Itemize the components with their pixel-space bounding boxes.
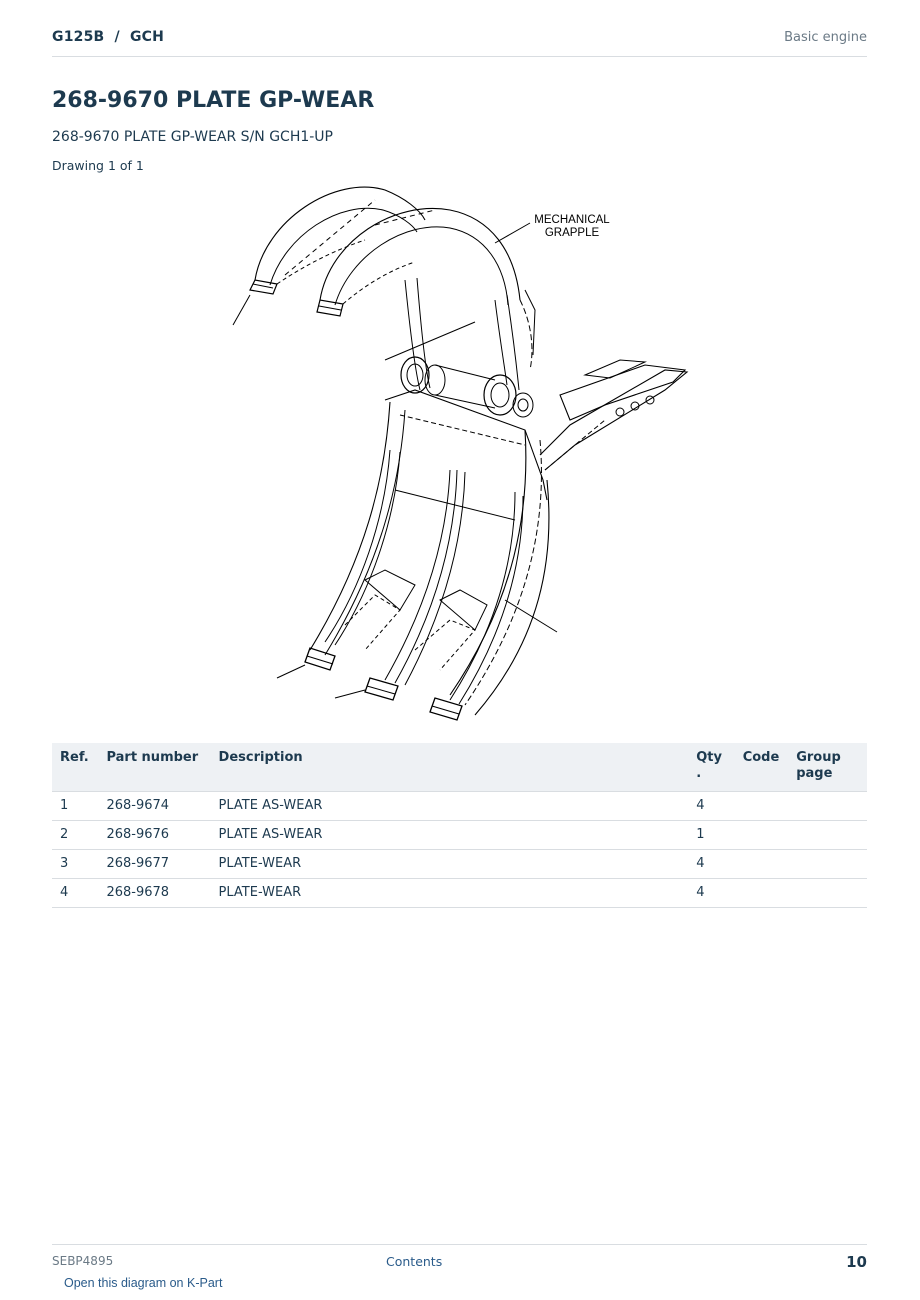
header-ref: Ref. (52, 743, 98, 792)
page-subtitle: 268-9670 PLATE GP-WEAR S/N GCH1-UP (52, 129, 333, 145)
header-code: Code (735, 743, 789, 792)
table-row (52, 821, 867, 850)
cell-part-number: 268-9674 (98, 792, 210, 821)
cell-ref: 4 (52, 879, 98, 908)
grapple-drawing (225, 180, 695, 725)
cell-part-number: 268-9678 (98, 879, 210, 908)
cell-code (735, 879, 789, 908)
cell-ref: 2 (52, 821, 98, 850)
page-header (52, 22, 867, 57)
header-group-page: Group page (788, 743, 867, 792)
cell-ref: 1 (52, 792, 98, 821)
callout-label-line1: MECHANICAL (534, 214, 610, 226)
kpart-link[interactable]: Open this diagram on K-Part (64, 1276, 223, 1290)
header-part-number: Part number (98, 743, 210, 792)
header-section: Basic engine (784, 30, 867, 45)
page-title: 268-9670 PLATE GP-WEAR (52, 88, 375, 113)
cell-group-page (788, 850, 867, 879)
page-footer (52, 1244, 867, 1275)
table-row (52, 879, 867, 908)
cell-description: PLATE-WEAR (211, 879, 689, 908)
cell-qty: 4 (688, 879, 734, 908)
cell-part-number: 268-9677 (98, 850, 210, 879)
cell-ref: 3 (52, 850, 98, 879)
parts-table (52, 743, 867, 908)
footer-doc-number: SEBP4895 (52, 1254, 114, 1268)
cell-code (735, 850, 789, 879)
cell-qty: 1 (688, 821, 734, 850)
cell-code (735, 821, 789, 850)
cell-description: PLATE AS-WEAR (211, 792, 689, 821)
contents-link[interactable]: Contents (386, 1254, 443, 1269)
callout-label-line2: GRAPPLE (544, 227, 600, 239)
table-header-row (52, 743, 867, 792)
cell-code (735, 792, 789, 821)
grapple-diagram (225, 180, 695, 725)
cell-group-page (788, 792, 867, 821)
cell-qty: 4 (688, 792, 734, 821)
drawing-count: Drawing 1 of 1 (52, 158, 144, 173)
page-number: 10 (846, 1253, 867, 1271)
header-model: G125B / GCH (52, 29, 165, 45)
cell-description: PLATE-WEAR (211, 850, 689, 879)
header-description: Description (211, 743, 689, 792)
cell-group-page (788, 879, 867, 908)
header-qty: Qty . (688, 743, 734, 792)
cell-part-number: 268-9676 (98, 821, 210, 850)
cell-description: PLATE AS-WEAR (211, 821, 689, 850)
table-row (52, 792, 867, 821)
cell-qty: 4 (688, 850, 734, 879)
cell-group-page (788, 821, 867, 850)
table-row (52, 850, 867, 879)
